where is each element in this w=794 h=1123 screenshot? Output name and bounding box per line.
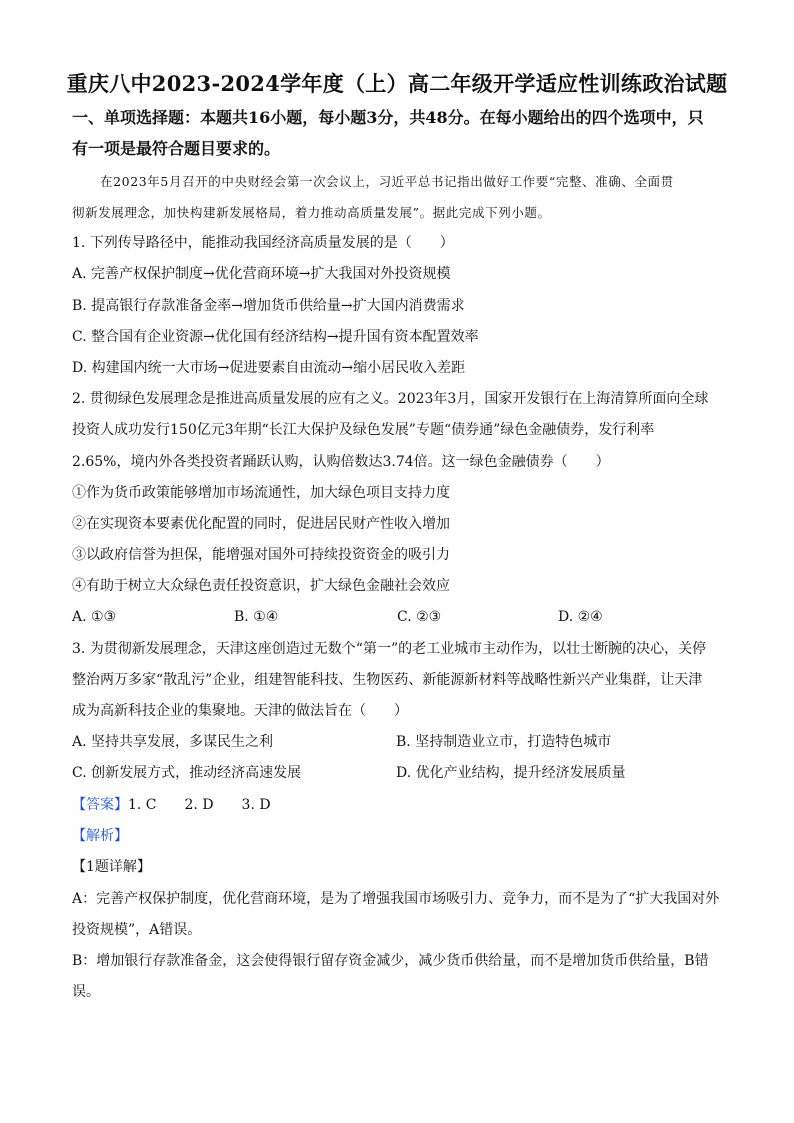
detail-label: 【1题详解】: [72, 859, 151, 875]
q2-statement-2: ②在实现资本要素优化配置的同时，促进居民财产性收入增加: [72, 516, 450, 532]
section-heading-line-2: 有一项是最符合题目要求的。: [72, 139, 281, 158]
analysis-label: 【解析】: [72, 828, 128, 844]
material-line-1: 在2023年5月召开的中央财经会第一次会议上，习近平总书记指出做好工作要“完整、准确、全面贯: [100, 174, 674, 189]
q2-stem-line-3: 2.65%，境内外各类投资者踊跃认购，认购倍数达3.74倍。这一绿色金融债券（ ）: [72, 454, 610, 470]
answer-text: 1. C 2. D 3. D: [128, 797, 271, 813]
answer-line: [72, 795, 732, 815]
detail-b-line-2: 误。: [72, 984, 100, 1000]
q3-stem-line-1: 3. 为贯彻新发展理念，天津这座创造过无数个“第一”的老工业城市主动作为，以壮士断腕的决心，关停: [72, 641, 707, 657]
q2-option-c: C. ②③: [397, 609, 442, 625]
q1-option-a: A. 完善产权保护制度→优化营商环境→扩大我国对外投资规模: [72, 266, 451, 282]
detail-a-line-2: 投资规模”，A错误。: [72, 922, 202, 938]
q3-stem-line-3: 成为高新科技企业的集聚地。天津的做法旨在（ ）: [72, 703, 408, 719]
section-heading-line-1: 一、单项选择题：本题共16小题，每小题3分，共48分。在每小题给出的四个选项中，只: [72, 108, 704, 127]
q2-option-d: D. ②④: [558, 609, 603, 625]
q2-stem-line-1: 2. 贯彻绿色发展理念是推进高质量发展的应有之义。2023年3月，国家开发银行在上海清算所面向全球: [72, 391, 709, 407]
q2-stem-line-2: 投资人成功发行150亿元3年期“长江大保护及绿色发展”专题“债券通”绿色金融债券，发行利率: [72, 422, 655, 438]
page-title: 重庆八中2023-2024学年度（上）高二年级开学适应性训练政治试题: [66, 71, 728, 96]
q1-stem: 1. 下列传导路径中，能推动我国经济高质量发展的是（ ）: [72, 235, 454, 251]
q1-option-b: B. 提高银行存款准备金率→增加货币供给量→扩大国内消费需求: [72, 298, 465, 314]
answer-label: 【答案】: [72, 797, 128, 813]
material-line-2: 彻新发展理念，加快构建新发展格局，着力推动高质量发展”。据此完成下列小题。: [72, 205, 551, 220]
q2-statement-4: ④有助于树立大众绿色责任投资意识，扩大绿色金融社会效应: [72, 578, 450, 594]
section-heading: [72, 102, 732, 164]
q3-option-b: B. 坚持制造业立市，打造特色城市: [396, 734, 612, 750]
q2-option-b: B. ①④: [234, 609, 279, 625]
q2-option-a: A. ①③: [72, 609, 117, 625]
detail-b-line-1: B：增加银行存款准备金，这会使得银行留存资金减少，减少货币供给量，而不是增加货币供给量，B错: [72, 953, 709, 969]
detail-a-line-1: A：完善产权保护制度，优化营商环境，是为了增强我国市场吸引力、竞争力，而不是为了“扩大我国对外: [72, 891, 720, 907]
q3-option-a: A. 坚持共享发展，多谋民生之利: [72, 734, 274, 750]
q3-option-d: D. 优化产业结构，提升经济发展质量: [396, 765, 626, 781]
q3-stem-line-2: 整治两万多家“散乱污”企业，组建智能科技、生物医药、新能源新材料等战略性新兴产业集群，让天津: [72, 672, 703, 688]
q2-statement-1: ①作为货币政策能够增加市场流通性，加大绿色项目支持力度: [72, 485, 450, 501]
q3-option-c: C. 创新发展方式，推动经济高速发展: [72, 765, 302, 781]
q2-statement-3: ③以政府信誉为担保，能增强对国外可持续投资资金的吸引力: [72, 547, 450, 563]
q1-option-d: D. 构建国内统一大市场→促进要素自由流动→缩小居民收入差距: [72, 360, 466, 376]
q1-option-c: C. 整合国有企业资源→优化国有经济结构→提升国有资本配置效率: [72, 329, 479, 345]
